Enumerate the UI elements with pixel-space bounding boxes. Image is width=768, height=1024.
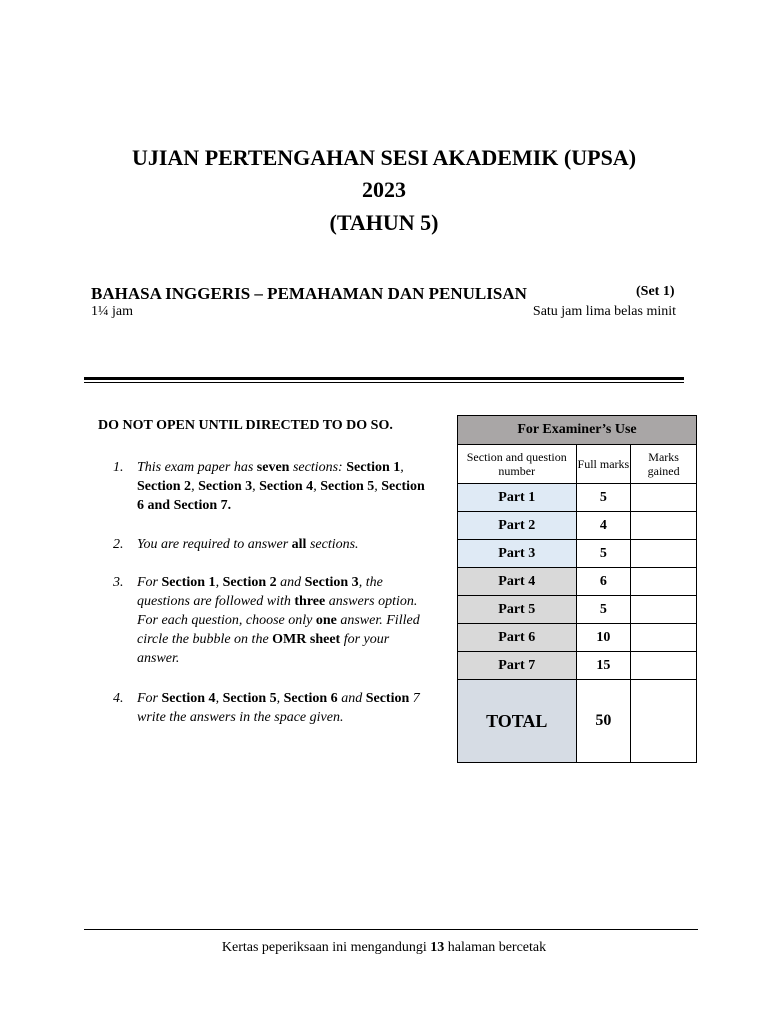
- part-label: Part 5: [458, 596, 577, 624]
- part-label: Part 6: [458, 624, 577, 652]
- marks-gained-cell[interactable]: [631, 540, 697, 568]
- table-row: [458, 540, 697, 568]
- total-marks-gained-cell[interactable]: [631, 680, 697, 763]
- exam-grade: (TAHUN 5): [329, 210, 439, 235]
- exam-title: UJIAN PERTENGAHAN SESI AKADEMIK (UPSA): [131, 145, 637, 170]
- table-row: [458, 512, 697, 540]
- full-marks: 15: [576, 652, 631, 680]
- full-marks: 5: [576, 596, 631, 624]
- col-header-full-marks: Full marks: [576, 445, 631, 484]
- page-count: 13: [430, 940, 445, 955]
- marks-gained-cell[interactable]: [631, 652, 697, 680]
- marks-gained-cell[interactable]: [631, 512, 697, 540]
- set-label: (Set 1): [636, 284, 675, 299]
- total-label: TOTAL: [458, 680, 577, 763]
- table-row: [458, 624, 697, 652]
- full-marks: 5: [576, 484, 631, 512]
- full-marks: 10: [576, 624, 631, 652]
- instruction-number: 3.: [113, 575, 124, 590]
- footer-text-after: halaman bercetak: [444, 940, 547, 955]
- duration-text: Satu jam lima belas minit: [532, 304, 676, 319]
- part-label: Part 3: [458, 540, 577, 568]
- marks-gained-cell[interactable]: [631, 568, 697, 596]
- page-count-footer: [0, 940, 768, 956]
- subject-name: BAHASA INGGERIS – PEMAHAMAN DAN PENULISAN: [91, 284, 527, 303]
- instructions-heading: DO NOT OPEN UNTIL DIRECTED TO DO SO.: [98, 418, 393, 433]
- table-row: [458, 484, 697, 512]
- marks-gained-cell[interactable]: [631, 596, 697, 624]
- full-marks: 6: [576, 568, 631, 596]
- instruction-item: [113, 689, 433, 727]
- instruction-number: 4.: [113, 691, 124, 706]
- instruction-item: [113, 573, 433, 668]
- instruction-text: You are required to answer all sections.: [137, 537, 359, 552]
- instruction-number: 1.: [113, 460, 124, 475]
- marks-gained-cell[interactable]: [631, 484, 697, 512]
- table-row: [458, 568, 697, 596]
- instruction-text: For Section 4, Section 5, Section 6 and Section 7 write the answers in the space given.: [137, 691, 420, 725]
- footer-divider: [84, 929, 698, 930]
- footer-text-before: Kertas peperiksaan ini mengandungi: [221, 940, 431, 955]
- full-marks: 5: [576, 540, 631, 568]
- instruction-item: [113, 458, 433, 515]
- instruction-number: 2.: [113, 537, 124, 552]
- part-label: Part 4: [458, 568, 577, 596]
- instruction-item: [113, 535, 433, 554]
- examiner-table: [457, 415, 697, 763]
- total-marks: 50: [576, 680, 631, 763]
- divider-thin: [84, 382, 684, 383]
- part-label: Part 2: [458, 512, 577, 540]
- part-label: Part 1: [458, 484, 577, 512]
- marks-gained-cell[interactable]: [631, 624, 697, 652]
- exam-year: 2023: [362, 177, 406, 202]
- table-row: [458, 596, 697, 624]
- col-header-section: Section and question number: [458, 445, 577, 484]
- divider-thick: [84, 377, 684, 380]
- instruction-text: For Section 1, Section 2 and Section 3, the questions are followed with three answers option. For each question, choose only one answer. Filled circle the bubble on the OMR sheet for your answer.: [137, 575, 420, 666]
- part-label: Part 7: [458, 652, 577, 680]
- col-header-marks-gained: Marks gained: [631, 445, 697, 484]
- instruction-text: This exam paper has seven sections: Section 1, Section 2, Section 3, Section 4, Section 5, Section 6 and Section 7.: [137, 460, 425, 513]
- full-marks: 4: [576, 512, 631, 540]
- table-row: [458, 652, 697, 680]
- duration: 1¼ jam: [91, 304, 133, 319]
- examiner-table-title: For Examiner’s Use: [458, 416, 697, 445]
